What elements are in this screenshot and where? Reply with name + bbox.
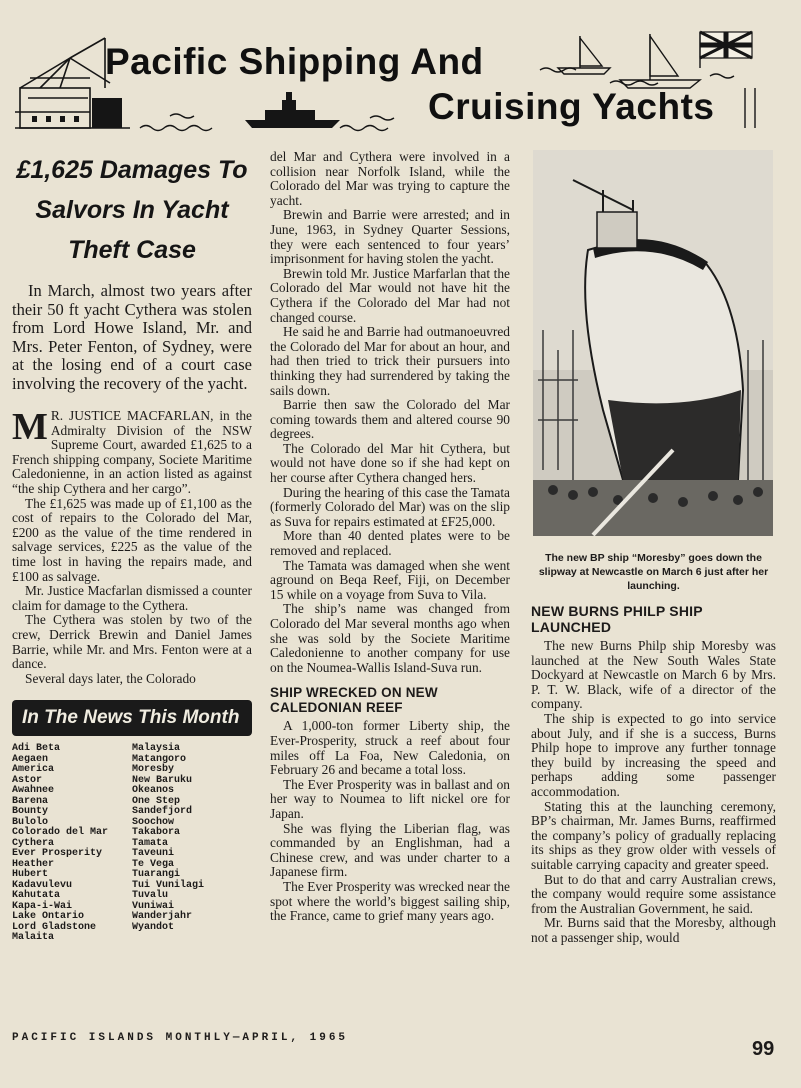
- news-list-item: Malaysia: [132, 743, 181, 755]
- news-list-item: Okeanos: [132, 785, 175, 797]
- article3-para: The ship is expected to go into service about July, and if she is a success, Burns Philp hope to improve any further tonnage they build by increasing the speed and perhaps adding some passenger accommodation.: [531, 710, 776, 799]
- news-list-item: Tuarangi: [132, 869, 181, 881]
- article1-para-text: R. JUSTICE MACFARLAN, in the Admiralty Division of the NSW Supreme Court, awarded £1,625 to a French shipping company, Societe Maritime Caledonienne, in an action listed as against “the ship Cythera and her cargo”.: [12, 408, 252, 496]
- article1-para: He said he and Barrie had outmanoeuvred the Colorado del Mar for about an hour, and had then tried to trick their pursuers into thinking they had surrendered by taking the sails down.: [270, 324, 510, 398]
- drop-cap: M: [12, 406, 48, 448]
- headline-line: Theft Case: [68, 236, 196, 264]
- news-list-item: One Step: [132, 795, 181, 807]
- headline-line: £1,625 Damages To: [16, 156, 248, 184]
- article1-para: The ship’s name was changed from Colorado del Mar several months ago when she was sold by the Societe Maritime Caledonienne to another company for use on the Noumea-Wallis Island-Suva run.: [270, 601, 510, 675]
- news-list-item: Takabora: [132, 827, 181, 839]
- news-list-item: Soochow: [132, 816, 175, 828]
- article1-para: The £1,625 was made up of £1,100 as the cost of repairs to the Colorado del Mar, £200 as the value of the time rendered in salvage services, £225 as the value of the time lost in having the repairs made, and £100 as salvage.: [12, 495, 252, 584]
- column-3: [531, 150, 776, 945]
- article1-para: More than 40 dented plates were to be removed and replaced.: [270, 528, 510, 559]
- article1-para: The Cythera was stolen by two of the crew, Derrick Brewin and Daniel James Barrie, while Mr. and Mrs. Fenton were at a dance.: [12, 612, 252, 672]
- page-footer: PACIFIC ISLANDS MONTHLY—APRIL, 1965: [12, 1032, 349, 1044]
- news-list-item: Wanderjahr: [132, 911, 193, 923]
- news-list-item: Awahnee: [12, 785, 55, 797]
- article1-para: Brewin and Barrie were arrested; and in June, 1963, in Sydney Quarter Sessions, they were each sentenced to four years’ imprisonment for having stolen the yacht.: [270, 207, 510, 267]
- article3-para: Mr. Burns said that the Moresby, although not a passenger ship, would: [531, 915, 776, 945]
- article1-para: During the hearing of this case the Tamata (formerly Colorado del Mar) was on the slip as Suva for repairs estimated at £F25,000.: [270, 484, 510, 529]
- news-list-left: [12, 744, 132, 944]
- article2-para: The Ever Prosperity was wrecked near the spot where the world’s biggest sailing ship, the France, came to grief many years ago.: [270, 878, 510, 924]
- news-list-item: Tamata: [132, 837, 169, 849]
- news-list-item: Lord Gladstone: [12, 921, 97, 933]
- article1-lead: In March, almost two years after their 50 ft yacht Cythera was stolen from Lord Howe Island, Mr. and Mrs. Peter Fenton, of Sydney, were at the losing end of a court case involving the recovery of the yacht.: [12, 281, 252, 393]
- header-title-line1: Pacific Shipping And: [105, 41, 484, 82]
- news-list-item: Vuniwai: [132, 900, 175, 912]
- article2-para: A 1,000-ton former Liberty ship, the Ever-Prosperity, struck a reef about four miles off La Foa, New Caledonia, on February 26 and became a total loss.: [270, 718, 510, 778]
- news-list-item: Kahutata: [12, 890, 61, 902]
- article1-para: del Mar and Cythera were involved in a collision near Norfolk Island, while the Colorado del Mar was trying to capture the yacht.: [270, 149, 510, 208]
- article1-para: Barrie then saw the Colorado del Mar coming towards them and altered course 90 degrees.: [270, 397, 510, 442]
- article1-para: [12, 406, 252, 497]
- news-list-item: Ever Prosperity: [12, 848, 103, 860]
- article2-para: The Ever Prosperity was in ballast and on her way to Noumea to lift nickel ore for Japan.: [270, 776, 510, 821]
- article1-para: The Tamata was damaged when she went aground on Beqa Reef, Fiji, on December 15 while on a voyage from Suva to Vila.: [270, 557, 510, 602]
- news-list-item: Adi Beta: [12, 743, 61, 755]
- column-1: [12, 150, 252, 944]
- news-list-item: Tuvalu: [132, 890, 169, 902]
- headline-line: Salvors In Yacht: [35, 196, 229, 224]
- news-list-item: Te Vega: [132, 858, 175, 870]
- news-list-item: Kadavulevu: [12, 879, 73, 891]
- news-list-item: Taveuni: [132, 848, 175, 860]
- news-list-right: [132, 744, 204, 944]
- section-header: [10, 28, 770, 136]
- article2-headline: SHIP WRECKED ON NEW CALEDONIAN REEF: [270, 685, 438, 716]
- news-list-item: Malaita: [12, 932, 55, 944]
- photo-caption: The new BP ship “Moresby” goes down the slipway at Newcastle on March 6 just after her launching.: [538, 552, 769, 592]
- news-list-item: New Baruku: [132, 774, 193, 786]
- article3-headline: NEW BURNS PHILP SHIP LAUNCHED: [531, 603, 703, 635]
- news-box-title: In The News This Month: [12, 700, 252, 736]
- page-number: 99: [752, 1038, 775, 1060]
- article3-para: The new Burns Philp ship Moresby was launched at the New South Wales State Dockyard at Newcastle on March 6 by Mrs. P. T. W. Black, wife of a director of the company.: [531, 638, 776, 712]
- news-list-item: Moresby: [132, 764, 175, 776]
- news-box-lists: [12, 744, 252, 944]
- news-list-item: Matangoro: [132, 753, 187, 765]
- news-list-item: America: [12, 764, 55, 776]
- article2-para: She was flying the Liberian flag, was commanded by an Englishman, had a Chinese crew, and was under charter to a Japanese firm.: [270, 820, 510, 880]
- news-list-item: Kapa-i-Wai: [12, 900, 73, 912]
- news-list-item: Cythera: [12, 837, 55, 849]
- news-list-item: Sandefjord: [132, 806, 193, 818]
- news-list-item: Tui Vunilagi: [132, 879, 205, 891]
- news-list-item: Bulolo: [12, 816, 49, 828]
- article1-para: Mr. Justice Macfarlan dismissed a counter claim for damage to the Cythera.: [12, 583, 252, 613]
- article3-para: But to do that and carry Australian crews, the company would require some assistance from the Australian Government, he said.: [531, 871, 776, 916]
- news-list-item: Lake Ontario: [12, 911, 85, 923]
- article1-para: Several days later, the Colorado: [25, 670, 196, 686]
- news-list-item: Colorado del Mar: [12, 827, 109, 839]
- news-list-item: Barena: [12, 795, 49, 807]
- news-list-item: Wyandot: [132, 921, 175, 933]
- header-title-line2: Cruising Yachts: [428, 86, 715, 127]
- ship-launch-photo: [533, 150, 773, 536]
- article1-para: The Colorado del Mar hit Cythera, but would not have done so if she had kept on her course after Cythera changed hers.: [270, 440, 510, 486]
- news-list-item: Bounty: [12, 806, 49, 818]
- article1-para: Brewin told Mr. Justice Marfarlan that the Colorado del Mar would not have hit the Cythera if the Colorado del Mar had not changed course.: [270, 265, 510, 325]
- news-list-item: Heather: [12, 858, 55, 870]
- news-list-item: Aegaen: [12, 753, 49, 765]
- article3-para: Stating this at the launching ceremony, BP’s chairman, Mr. James Burns, reaffirmed the company’s policy of gradually replacing its ships as they grow older with vessels of suitable carrying capacity and greater speed.: [531, 798, 776, 872]
- column-2: [270, 150, 510, 924]
- news-list-item: Astor: [12, 774, 43, 786]
- news-list-item: Hubert: [12, 869, 49, 881]
- article1-headline: [12, 150, 252, 270]
